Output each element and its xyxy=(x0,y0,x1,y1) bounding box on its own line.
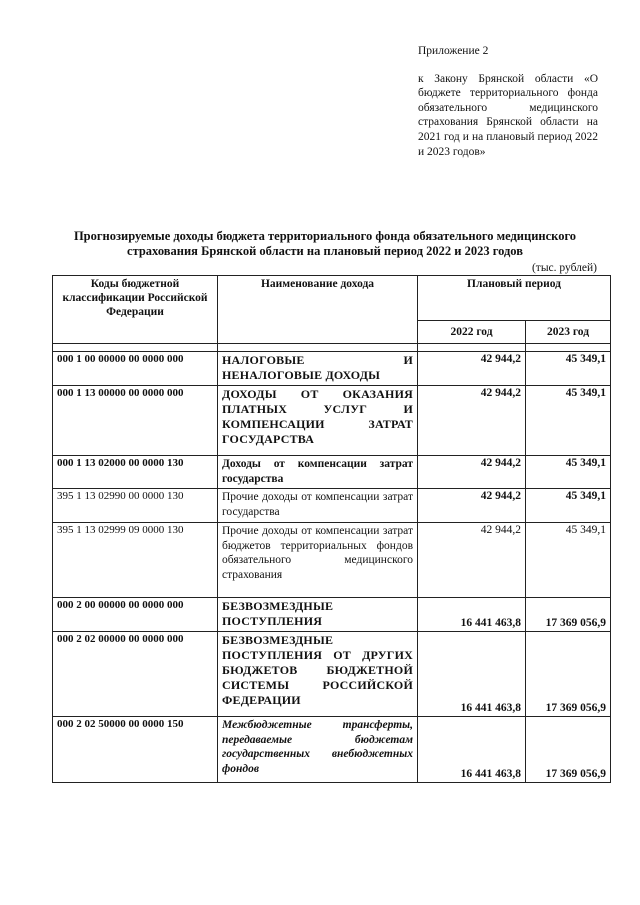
row-code: 000 2 02 00000 00 0000 000 xyxy=(53,632,218,717)
row-value-2022: 42 944,2 xyxy=(418,386,526,456)
row-value-2023: 17 369 056,9 xyxy=(526,598,611,632)
units-label: (тыс. рублей) xyxy=(531,262,597,274)
header-year-2023: 2023 год xyxy=(526,321,611,344)
table-row xyxy=(53,598,611,632)
row-value-2023: 45 349,1 xyxy=(526,523,611,598)
row-name: ДОХОДЫ ОТ ОКАЗАНИЯ ПЛАТНЫХ УСЛУГ И КОМПЕНСАЦИИ ЗАТРАТ ГОСУДАРСТВА xyxy=(218,386,418,456)
row-code: 395 1 13 02990 00 0000 130 xyxy=(53,489,218,523)
row-value-2022: 42 944,2 xyxy=(418,489,526,523)
header-year-2022: 2022 год xyxy=(418,321,526,344)
row-value-2022: 42 944,2 xyxy=(418,523,526,598)
table-row xyxy=(53,456,611,489)
row-code: 000 2 00 00000 00 0000 000 xyxy=(53,598,218,632)
annex-body: к Закону Брянской области «О бюджете территориального фонда обязательного медицинского страхования Брянской области на 2021 год и на плановый период 2022 и 2023 годов» xyxy=(418,72,598,158)
table-row xyxy=(53,523,611,598)
row-code: 000 1 00 00000 00 0000 000 xyxy=(53,352,218,386)
income-table xyxy=(52,275,611,783)
annex-block xyxy=(418,44,598,159)
header-name: Наименование дохода xyxy=(218,276,418,344)
header-period: Плановый период xyxy=(418,276,611,321)
row-value-2023: 17 369 056,9 xyxy=(526,717,611,783)
spacer-row xyxy=(53,344,611,352)
row-value-2022: 16 441 463,8 xyxy=(418,717,526,783)
row-value-2023: 17 369 056,9 xyxy=(526,632,611,717)
row-name: Прочие доходы от компенсации затрат бюджетов территориальных фондов обязательного медицинского страхования xyxy=(218,523,418,598)
row-code: 000 1 13 00000 00 0000 000 xyxy=(53,386,218,456)
row-name: Доходы от компенсации затрат государства xyxy=(218,456,418,489)
row-value-2023: 45 349,1 xyxy=(526,456,611,489)
row-name: БЕЗВОЗМЕЗДНЫЕ ПОСТУПЛЕНИЯ ОТ ДРУГИХ БЮДЖЕТОВ БЮДЖЕТНОЙ СИСТЕМЫ РОССИЙСКОЙ ФЕДЕРАЦИИ xyxy=(218,632,418,717)
row-value-2022: 42 944,2 xyxy=(418,456,526,489)
document-title: Прогнозируемые доходы бюджета территориального фонда обязательного медицинского страхования Брянской области на плановый период 2022 и 2023 годов xyxy=(73,229,577,258)
row-code: 000 2 02 50000 00 0000 150 xyxy=(53,717,218,783)
table-row xyxy=(53,717,611,783)
row-value-2023: 45 349,1 xyxy=(526,352,611,386)
row-value-2023: 45 349,1 xyxy=(526,489,611,523)
row-value-2022: 16 441 463,8 xyxy=(418,598,526,632)
row-code: 395 1 13 02999 09 0000 130 xyxy=(53,523,218,598)
table-row xyxy=(53,352,611,386)
table-row xyxy=(53,489,611,523)
row-name: НАЛОГОВЫЕ И НЕНАЛОГОВЫЕ ДОХОДЫ xyxy=(218,352,418,386)
row-name: БЕЗВОЗМЕЗДНЫЕ ПОСТУПЛЕНИЯ xyxy=(218,598,418,632)
annex-title: Приложение 2 xyxy=(418,45,489,57)
row-value-2022: 16 441 463,8 xyxy=(418,632,526,717)
row-value-2023: 45 349,1 xyxy=(526,386,611,456)
row-code: 000 1 13 02000 00 0000 130 xyxy=(53,456,218,489)
row-value-2022: 42 944,2 xyxy=(418,352,526,386)
table-row xyxy=(53,386,611,456)
table-row xyxy=(53,632,611,717)
row-name: Прочие доходы от компенсации затрат государства xyxy=(218,489,418,523)
header-codes: Коды бюджетной классификации Российской Федерации xyxy=(53,276,218,344)
row-name: Межбюджетные трансферты, передаваемые бюджетам государственных внебюджетных фондов xyxy=(218,717,418,783)
